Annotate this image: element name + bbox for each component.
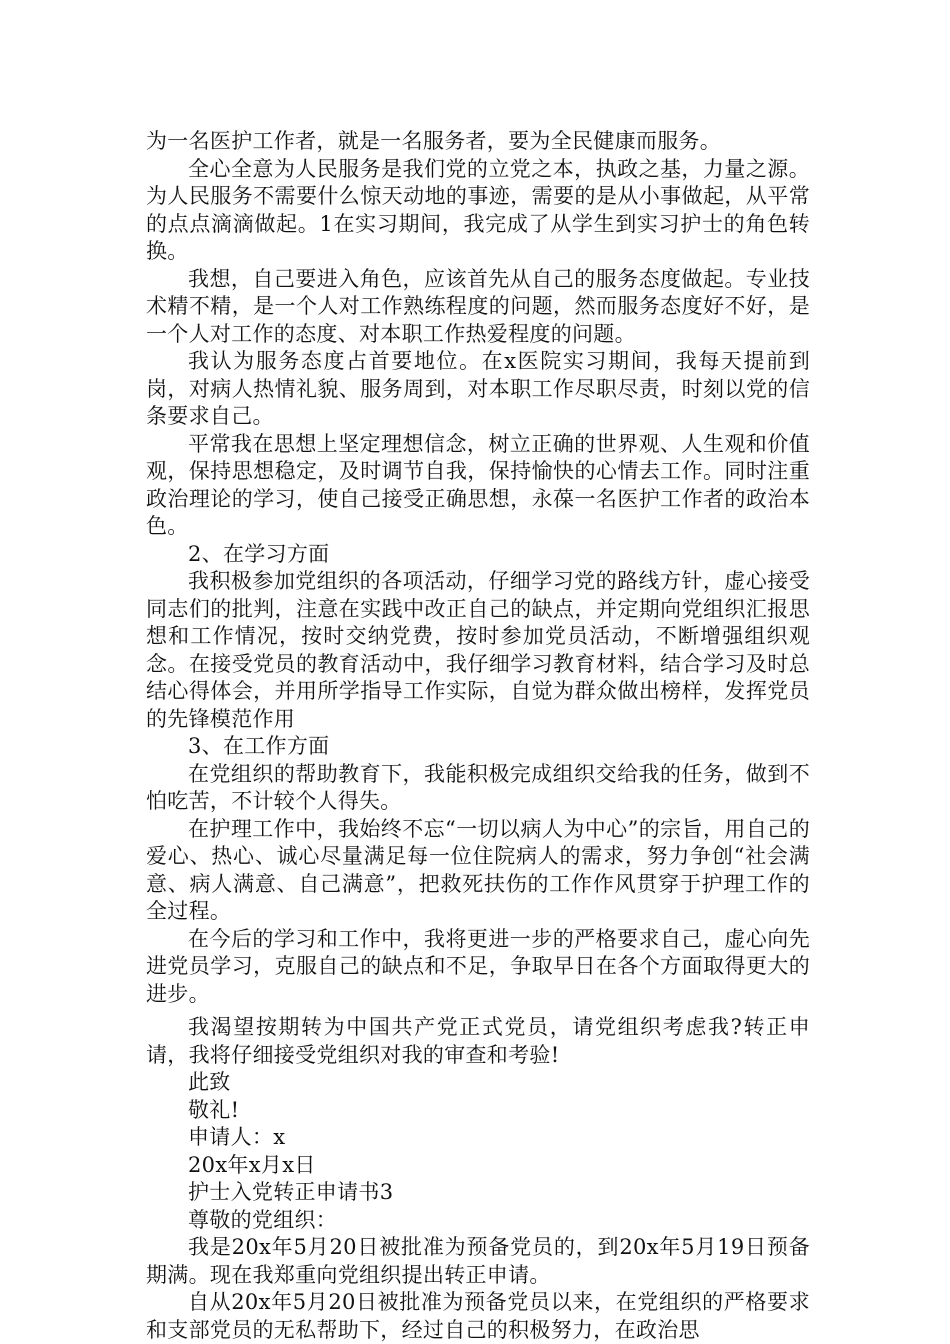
greeting-line: 尊敬的党组织：	[188, 1207, 338, 1232]
paragraph-12: 自从20x年5月20日被批准为预备党员以来，在党组织的严格要求和支部党员的无私帮助下，经过自己的积极努力，在政治思	[146, 1290, 810, 1342]
section-heading-work: 3、在工作方面	[188, 734, 330, 758]
document-title-3: 护士入党转正申请书3	[188, 1180, 394, 1204]
paragraph-3: 我想，自己要进入角色，应该首先从自己的服务态度做起。专业技术精不精，是一个人对工作熟练程度的问题，然而服务态度好不好，是一个人对工作的态度、对本职工作热爱程度的问题。	[146, 266, 810, 346]
closing-salutation: 此致	[188, 1070, 231, 1094]
paragraph-8: 在护理工作中，我始终不忘“一切以病人为中心”的宗旨，用自己的爱心、热心、诚心尽量满足每一位住院病人的需求，努力争创“社会满意、病人满意、自己满意”，把救死扶伤的工作作风贯穿于护理工作的全过程。	[146, 816, 810, 923]
paragraph-9: 在今后的学习和工作中，我将更进一步的严格要求自己，虚心向先进党员学习，克服自己的缺点和不足，争取早日在各个方面取得更大的进步。	[146, 926, 810, 1006]
paragraph-5: 平常我在思想上坚定理想信念，树立正确的世界观、人生观和价值观，保持思想稳定，及时调节自我，保持愉快的心情去工作。同时注重政治理论的学习，使自己接受正确思想，永葆一名医护工作者的政治本色。	[146, 431, 810, 538]
paragraph-1: 为一名医护工作者，就是一名服务者，要为全民健康而服务。	[146, 129, 722, 153]
closing-regards: 敬礼!	[188, 1097, 240, 1122]
paragraph-6: 我积极参加党组织的各项活动，仔细学习党的路线方针，虚心接受同志们的批判，注意在实践中改正自己的缺点，并定期向党组织汇报思想和工作情况，按时交纳党费，按时参加党员活动，不断增强组织观念。在接受党员的教育活动中，我仔细学习教育材料，结合学习及时总结心得体会，并用所学指导工作实际，自觉为群众做出榜样，发挥党员的先锋模范作用	[146, 569, 810, 731]
document-body	[146, 128, 810, 1344]
date-line: 20x年x月x日	[188, 1152, 316, 1177]
applicant-line: 申请人：x	[188, 1125, 286, 1149]
paragraph-4: 我认为服务态度占首要地位。在x医院实习期间，我每天提前到岗，对病人热情礼貌、服务周到，对本职工作尽职尽责，时刻以党的信条要求自己。	[146, 349, 810, 428]
paragraph-7: 在党组织的帮助教育下，我能积极完成组织交给我的任务，做到不怕吃苦，不计较个人得失。	[146, 761, 810, 813]
paragraph-2: 全心全意为人民服务是我们党的立党之本，执政之基，力量之源。为人民服务不需要什么惊天动地的事迹，需要的是从小事做起，从平常的点点滴滴做起。1在实习期间，我完成了从学生到实习护士的角色转换。	[146, 156, 810, 263]
paragraph-11: 我是20x年5月20日被批准为预备党员的，到20x年5月19日预备期满。现在我郑重向党组织提出转正申请。	[146, 1235, 810, 1287]
paragraph-10: 我渴望按期转为中国共产党正式党员，请党组织考虑我?转正申请，我将仔细接受党组织对我的审查和考验!	[146, 1015, 810, 1067]
section-heading-study: 2、在学习方面	[188, 541, 330, 566]
